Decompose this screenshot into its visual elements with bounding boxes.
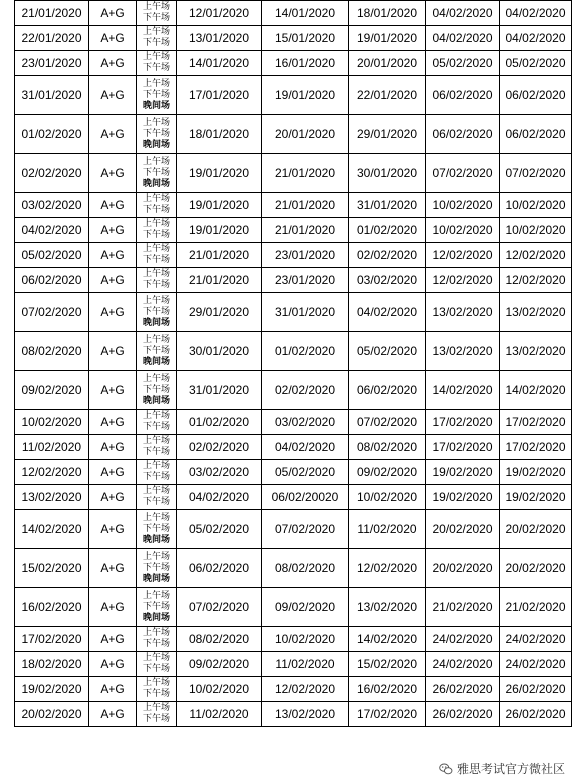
- date-cell-3: 18/01/2020: [349, 1, 426, 26]
- date-cell-5: 26/02/2020: [500, 702, 572, 727]
- date-cell-3: 19/01/2020: [349, 26, 426, 51]
- date-cell-1: 12/01/2020: [177, 1, 262, 26]
- session-label-morning: 上午场: [142, 52, 170, 62]
- test-date-cell: 12/02/2020: [15, 460, 89, 485]
- date-cell-1: 29/01/2020: [177, 293, 262, 332]
- session-label-morning: 上午场: [142, 117, 170, 128]
- date-cell-2: 19/01/2020: [262, 76, 349, 115]
- session-label-afternoon: 下午场: [142, 601, 170, 612]
- session-label-afternoon: 下午场: [142, 128, 170, 139]
- date-cell-4: 13/02/2020: [426, 332, 500, 371]
- session-label-afternoon: 下午场: [142, 384, 170, 395]
- module-cell: A+G: [89, 154, 137, 193]
- date-cell-1: 18/01/2020: [177, 115, 262, 154]
- watermark: [436, 759, 568, 778]
- date-cell-2: 16/01/2020: [262, 51, 349, 76]
- module-cell: A+G: [89, 702, 137, 727]
- date-cell-1: 11/02/2020: [177, 702, 262, 727]
- session-label-morning: 上午场: [142, 590, 170, 601]
- test-date-cell: 06/02/2020: [15, 268, 89, 293]
- date-cell-3: 01/02/2020: [349, 218, 426, 243]
- date-cell-1: 10/02/2020: [177, 677, 262, 702]
- date-cell-4: 19/02/2020: [426, 460, 500, 485]
- session-cell: [137, 115, 177, 154]
- date-cell-4: 13/02/2020: [426, 293, 500, 332]
- date-cell-2: 15/01/2020: [262, 26, 349, 51]
- date-cell-3: 04/02/2020: [349, 293, 426, 332]
- test-date-cell: 08/02/2020: [15, 332, 89, 371]
- session-cell: [137, 485, 177, 510]
- date-cell-2: 10/02/2020: [262, 627, 349, 652]
- session-label-afternoon: 下午场: [142, 664, 170, 674]
- session-label-morning: 上午场: [142, 653, 170, 663]
- date-cell-5: 26/02/2020: [500, 677, 572, 702]
- date-cell-2: 08/02/2020: [262, 549, 349, 588]
- module-cell: A+G: [89, 510, 137, 549]
- module-cell: A+G: [89, 332, 137, 371]
- date-cell-1: 03/02/2020: [177, 460, 262, 485]
- date-cell-1: 19/01/2020: [177, 154, 262, 193]
- date-cell-5: 06/02/2020: [500, 115, 572, 154]
- date-cell-5: 14/02/2020: [500, 371, 572, 410]
- module-cell: A+G: [89, 549, 137, 588]
- date-cell-4: 12/02/2020: [426, 243, 500, 268]
- date-cell-4: 14/02/2020: [426, 371, 500, 410]
- session-label-afternoon: 下午场: [142, 230, 170, 240]
- date-cell-5: 10/02/2020: [500, 193, 572, 218]
- table-row: [15, 485, 572, 510]
- table-row: [15, 410, 572, 435]
- table-row: [15, 460, 572, 485]
- test-date-cell: 23/01/2020: [15, 51, 89, 76]
- date-cell-1: 06/02/2020: [177, 549, 262, 588]
- date-cell-3: 09/02/2020: [349, 460, 426, 485]
- date-cell-3: 03/02/2020: [349, 268, 426, 293]
- test-date-cell: 04/02/2020: [15, 218, 89, 243]
- date-cell-5: 13/02/2020: [500, 332, 572, 371]
- date-cell-2: 13/02/2020: [262, 702, 349, 727]
- session-cell: [137, 702, 177, 727]
- session-label-afternoon: 下午场: [142, 497, 170, 507]
- session-cell: [137, 76, 177, 115]
- session-label-afternoon: 下午场: [142, 89, 170, 100]
- test-date-cell: 02/02/2020: [15, 154, 89, 193]
- session-label-morning: 上午场: [142, 269, 170, 279]
- date-cell-1: 04/02/2020: [177, 485, 262, 510]
- session-label-evening: 晚间场: [142, 139, 170, 150]
- module-cell: A+G: [89, 193, 137, 218]
- test-date-cell: 01/02/2020: [15, 115, 89, 154]
- date-cell-5: 12/02/2020: [500, 268, 572, 293]
- date-cell-1: 31/01/2020: [177, 371, 262, 410]
- module-cell: A+G: [89, 26, 137, 51]
- session-cell: [137, 243, 177, 268]
- test-date-cell: 07/02/2020: [15, 293, 89, 332]
- date-cell-4: 17/02/2020: [426, 410, 500, 435]
- date-cell-4: 04/02/2020: [426, 1, 500, 26]
- date-cell-3: 16/02/2020: [349, 677, 426, 702]
- date-cell-2: 23/01/2020: [262, 243, 349, 268]
- session-label-evening: 晚间场: [142, 534, 170, 545]
- date-cell-4: 26/02/2020: [426, 702, 500, 727]
- session-label-afternoon: 下午场: [142, 639, 170, 649]
- session-label-morning: 上午场: [142, 436, 170, 446]
- session-label-morning: 上午场: [142, 194, 170, 204]
- session-label-morning: 上午场: [142, 373, 170, 384]
- test-date-cell: 10/02/2020: [15, 410, 89, 435]
- table-row: [15, 218, 572, 243]
- date-cell-2: 09/02/2020: [262, 588, 349, 627]
- date-cell-3: 31/01/2020: [349, 193, 426, 218]
- session-label-afternoon: 下午场: [142, 714, 170, 724]
- date-cell-3: 11/02/2020: [349, 510, 426, 549]
- session-label-morning: 上午场: [142, 461, 170, 471]
- session-label-evening: 晚间场: [142, 317, 170, 328]
- module-cell: A+G: [89, 51, 137, 76]
- module-cell: A+G: [89, 243, 137, 268]
- session-label-afternoon: 下午场: [142, 523, 170, 534]
- date-cell-4: 24/02/2020: [426, 652, 500, 677]
- date-cell-4: 24/02/2020: [426, 627, 500, 652]
- session-label-afternoon: 下午场: [142, 280, 170, 290]
- test-date-cell: 13/02/2020: [15, 485, 89, 510]
- session-cell: [137, 268, 177, 293]
- session-cell: [137, 293, 177, 332]
- session-cell: [137, 332, 177, 371]
- date-cell-3: 14/02/2020: [349, 627, 426, 652]
- date-cell-2: 20/01/2020: [262, 115, 349, 154]
- date-cell-1: 07/02/2020: [177, 588, 262, 627]
- date-cell-1: 09/02/2020: [177, 652, 262, 677]
- session-cell: [137, 435, 177, 460]
- table-row: [15, 435, 572, 460]
- test-date-cell: 16/02/2020: [15, 588, 89, 627]
- date-cell-4: 05/02/2020: [426, 51, 500, 76]
- table-row: [15, 371, 572, 410]
- session-label-afternoon: 下午场: [142, 306, 170, 317]
- date-cell-2: 23/01/2020: [262, 268, 349, 293]
- date-cell-5: 17/02/2020: [500, 435, 572, 460]
- module-cell: A+G: [89, 652, 137, 677]
- session-label-afternoon: 下午场: [142, 38, 170, 48]
- session-label-morning: 上午场: [142, 2, 170, 12]
- date-cell-2: 31/01/2020: [262, 293, 349, 332]
- date-cell-2: 12/02/2020: [262, 677, 349, 702]
- date-cell-4: 10/02/2020: [426, 218, 500, 243]
- test-date-cell: 14/02/2020: [15, 510, 89, 549]
- date-cell-2: 01/02/2020: [262, 332, 349, 371]
- module-cell: A+G: [89, 268, 137, 293]
- date-cell-4: 26/02/2020: [426, 677, 500, 702]
- test-date-cell: 17/02/2020: [15, 627, 89, 652]
- date-cell-1: 01/02/2020: [177, 410, 262, 435]
- date-cell-2: 07/02/2020: [262, 510, 349, 549]
- date-cell-5: 05/02/2020: [500, 51, 572, 76]
- date-cell-1: 19/01/2020: [177, 193, 262, 218]
- date-cell-5: 04/02/2020: [500, 1, 572, 26]
- date-cell-2: 06/02/20020: [262, 485, 349, 510]
- session-label-afternoon: 下午场: [142, 689, 170, 699]
- session-label-afternoon: 下午场: [142, 63, 170, 73]
- test-date-cell: 22/01/2020: [15, 26, 89, 51]
- module-cell: A+G: [89, 485, 137, 510]
- date-cell-5: 19/02/2020: [500, 460, 572, 485]
- session-cell: [137, 549, 177, 588]
- table-row: [15, 652, 572, 677]
- date-cell-4: 06/02/2020: [426, 115, 500, 154]
- session-label-evening: 晚间场: [142, 395, 170, 406]
- session-label-morning: 上午场: [142, 512, 170, 523]
- date-cell-1: 17/01/2020: [177, 76, 262, 115]
- date-cell-5: 06/02/2020: [500, 76, 572, 115]
- session-cell: [137, 1, 177, 26]
- table-row: [15, 268, 572, 293]
- table-row: [15, 510, 572, 549]
- test-date-cell: 11/02/2020: [15, 435, 89, 460]
- session-cell: [137, 410, 177, 435]
- date-cell-4: 17/02/2020: [426, 435, 500, 460]
- date-cell-3: 30/01/2020: [349, 154, 426, 193]
- date-cell-5: 04/02/2020: [500, 26, 572, 51]
- date-cell-3: 29/01/2020: [349, 115, 426, 154]
- date-cell-3: 06/02/2020: [349, 371, 426, 410]
- date-cell-5: 12/02/2020: [500, 243, 572, 268]
- date-cell-1: 02/02/2020: [177, 435, 262, 460]
- module-cell: A+G: [89, 677, 137, 702]
- session-label-evening: 晚间场: [142, 612, 170, 623]
- exam-schedule-table: [14, 0, 572, 727]
- session-label-morning: 上午场: [142, 334, 170, 345]
- date-cell-4: 19/02/2020: [426, 485, 500, 510]
- date-cell-1: 14/01/2020: [177, 51, 262, 76]
- date-cell-1: 08/02/2020: [177, 627, 262, 652]
- module-cell: A+G: [89, 588, 137, 627]
- date-cell-3: 10/02/2020: [349, 485, 426, 510]
- session-label-morning: 上午场: [142, 219, 170, 229]
- table-row: [15, 154, 572, 193]
- date-cell-3: 08/02/2020: [349, 435, 426, 460]
- module-cell: A+G: [89, 76, 137, 115]
- session-label-afternoon: 下午场: [142, 562, 170, 573]
- date-cell-2: 05/02/2020: [262, 460, 349, 485]
- table-row: [15, 702, 572, 727]
- table-row: [15, 332, 572, 371]
- module-cell: A+G: [89, 410, 137, 435]
- session-cell: [137, 677, 177, 702]
- date-cell-4: 21/02/2020: [426, 588, 500, 627]
- table-row: [15, 115, 572, 154]
- test-date-cell: 03/02/2020: [15, 193, 89, 218]
- session-label-afternoon: 下午场: [142, 345, 170, 356]
- table-body: [15, 1, 572, 727]
- table-row: [15, 76, 572, 115]
- test-date-cell: 31/01/2020: [15, 76, 89, 115]
- session-cell: [137, 193, 177, 218]
- date-cell-5: 24/02/2020: [500, 652, 572, 677]
- date-cell-5: 20/02/2020: [500, 510, 572, 549]
- table-row: [15, 243, 572, 268]
- date-cell-5: 13/02/2020: [500, 293, 572, 332]
- date-cell-3: 22/01/2020: [349, 76, 426, 115]
- date-cell-1: 05/02/2020: [177, 510, 262, 549]
- date-cell-5: 19/02/2020: [500, 485, 572, 510]
- date-cell-3: 12/02/2020: [349, 549, 426, 588]
- session-cell: [137, 652, 177, 677]
- date-cell-1: 19/01/2020: [177, 218, 262, 243]
- session-cell: [137, 460, 177, 485]
- session-label-morning: 上午场: [142, 411, 170, 421]
- session-label-evening: 晚间场: [142, 100, 170, 111]
- session-label-afternoon: 下午场: [142, 167, 170, 178]
- session-label-evening: 晚间场: [142, 573, 170, 584]
- session-cell: [137, 154, 177, 193]
- table-row: [15, 26, 572, 51]
- module-cell: A+G: [89, 627, 137, 652]
- module-cell: A+G: [89, 218, 137, 243]
- date-cell-4: 12/02/2020: [426, 268, 500, 293]
- date-cell-5: 17/02/2020: [500, 410, 572, 435]
- session-label-afternoon: 下午场: [142, 255, 170, 265]
- session-cell: [137, 371, 177, 410]
- session-label-evening: 晚间场: [142, 356, 170, 367]
- date-cell-4: 20/02/2020: [426, 549, 500, 588]
- date-cell-4: 10/02/2020: [426, 193, 500, 218]
- date-cell-1: 21/01/2020: [177, 243, 262, 268]
- session-label-afternoon: 下午场: [142, 422, 170, 432]
- date-cell-4: 20/02/2020: [426, 510, 500, 549]
- session-label-morning: 上午场: [142, 295, 170, 306]
- session-cell: [137, 51, 177, 76]
- module-cell: A+G: [89, 371, 137, 410]
- test-date-cell: 19/02/2020: [15, 677, 89, 702]
- date-cell-5: 10/02/2020: [500, 218, 572, 243]
- session-label-morning: 上午场: [142, 486, 170, 496]
- session-label-afternoon: 下午场: [142, 472, 170, 482]
- session-label-afternoon: 下午场: [142, 205, 170, 215]
- session-label-morning: 上午场: [142, 27, 170, 37]
- date-cell-2: 21/01/2020: [262, 154, 349, 193]
- date-cell-3: 15/02/2020: [349, 652, 426, 677]
- module-cell: A+G: [89, 435, 137, 460]
- date-cell-2: 21/01/2020: [262, 218, 349, 243]
- session-label-afternoon: 下午场: [142, 13, 170, 23]
- test-date-cell: 05/02/2020: [15, 243, 89, 268]
- table-row: [15, 677, 572, 702]
- watermark-text: 雅思考试官方微社区: [456, 762, 565, 776]
- date-cell-3: 07/02/2020: [349, 410, 426, 435]
- date-cell-2: 04/02/2020: [262, 435, 349, 460]
- session-label-afternoon: 下午场: [142, 447, 170, 457]
- session-label-morning: 上午场: [142, 703, 170, 713]
- session-label-morning: 上午场: [142, 156, 170, 167]
- session-cell: [137, 627, 177, 652]
- table-row: [15, 549, 572, 588]
- date-cell-2: 02/02/2020: [262, 371, 349, 410]
- wechat-icon: [439, 762, 453, 776]
- date-cell-2: 14/01/2020: [262, 1, 349, 26]
- module-cell: A+G: [89, 293, 137, 332]
- session-label-morning: 上午场: [142, 78, 170, 89]
- table-row: [15, 293, 572, 332]
- session-cell: [137, 510, 177, 549]
- date-cell-2: 21/01/2020: [262, 193, 349, 218]
- table-row: [15, 193, 572, 218]
- session-label-morning: 上午场: [142, 628, 170, 638]
- test-date-cell: 20/02/2020: [15, 702, 89, 727]
- session-cell: [137, 218, 177, 243]
- test-date-cell: 18/02/2020: [15, 652, 89, 677]
- session-label-morning: 上午场: [142, 551, 170, 562]
- date-cell-4: 06/02/2020: [426, 76, 500, 115]
- date-cell-5: 24/02/2020: [500, 627, 572, 652]
- session-label-morning: 上午场: [142, 244, 170, 254]
- date-cell-3: 02/02/2020: [349, 243, 426, 268]
- date-cell-3: 05/02/2020: [349, 332, 426, 371]
- session-cell: [137, 26, 177, 51]
- test-date-cell: 21/01/2020: [15, 1, 89, 26]
- date-cell-3: 20/01/2020: [349, 51, 426, 76]
- session-label-morning: 上午场: [142, 678, 170, 688]
- module-cell: A+G: [89, 115, 137, 154]
- date-cell-4: 07/02/2020: [426, 154, 500, 193]
- date-cell-2: 11/02/2020: [262, 652, 349, 677]
- table-row: [15, 588, 572, 627]
- table-row: [15, 627, 572, 652]
- date-cell-5: 21/02/2020: [500, 588, 572, 627]
- date-cell-1: 13/01/2020: [177, 26, 262, 51]
- test-date-cell: 09/02/2020: [15, 371, 89, 410]
- table-row: [15, 51, 572, 76]
- date-cell-5: 20/02/2020: [500, 549, 572, 588]
- date-cell-3: 17/02/2020: [349, 702, 426, 727]
- session-label-evening: 晚间场: [142, 178, 170, 189]
- module-cell: A+G: [89, 1, 137, 26]
- date-cell-5: 07/02/2020: [500, 154, 572, 193]
- module-cell: A+G: [89, 460, 137, 485]
- test-date-cell: 15/02/2020: [15, 549, 89, 588]
- date-cell-4: 04/02/2020: [426, 26, 500, 51]
- date-cell-1: 21/01/2020: [177, 268, 262, 293]
- date-cell-3: 13/02/2020: [349, 588, 426, 627]
- date-cell-2: 03/02/2020: [262, 410, 349, 435]
- table-row: [15, 1, 572, 26]
- session-cell: [137, 588, 177, 627]
- date-cell-1: 30/01/2020: [177, 332, 262, 371]
